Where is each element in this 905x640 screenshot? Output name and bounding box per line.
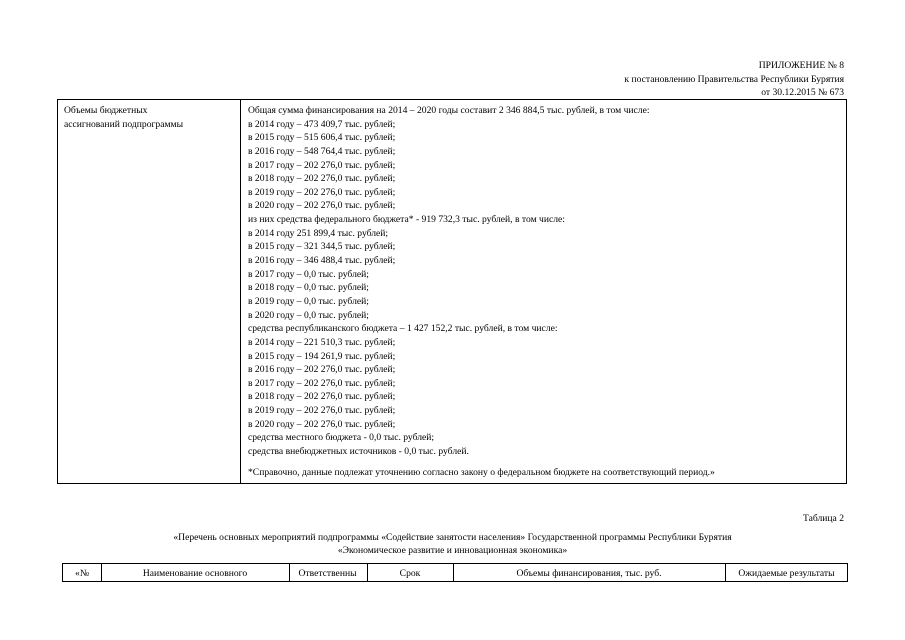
table-title: «Перечень основных мероприятий подпрограммы «Содействие занятости населения» Государственной программы Республики Бурятия	[173, 532, 732, 543]
column-header-responsible: Ответственны	[298, 568, 357, 579]
column-divider	[101, 564, 102, 581]
label-line: Объемы бюджетных	[64, 105, 148, 116]
column-header-term: Срок	[399, 568, 421, 579]
column-header-funding: Объемы финансирования, тыс. руб.	[516, 568, 662, 579]
column-header-expected-results: Ожидаемые результаты	[738, 568, 835, 579]
footnote: *Справочно, данные подлежат уточнению согласно закону о федеральном бюджете на соответствующий период.»	[248, 466, 715, 478]
column-divider	[367, 564, 368, 581]
extrabudgetary-funding-line: средства внебюджетных источников - 0,0 тыс. рублей.	[248, 446, 469, 458]
funding-line: в 2020 году – 202 276,0 тыс. рублей;	[248, 200, 396, 212]
budget-row-label	[64, 104, 234, 131]
appendix-number: ПРИЛОЖЕНИЕ № 8	[758, 60, 844, 71]
label-line: ассигнований подпрограммы	[64, 118, 184, 130]
republican-funding-line: средства республиканского бюджета – 1 427 152,2 тыс. рублей, в том числе:	[248, 323, 558, 335]
funding-line: в 2018 году – 202 276,0 тыс. рублей;	[248, 173, 396, 185]
funding-line: в 2019 году – 0,0 тыс. рублей;	[248, 295, 369, 307]
appendix-date-number: от 30.12.2015 № 673	[761, 87, 844, 98]
funding-line: в 2017 году – 202 276,0 тыс. рублей;	[248, 159, 396, 171]
appendix-header	[624, 59, 844, 100]
funding-line: в 2015 году – 515 606,4 тыс. рублей;	[248, 132, 396, 144]
local-funding-line: средства местного бюджета - 0,0 тыс. рублей;	[248, 432, 435, 444]
measures-table-header	[62, 563, 848, 582]
funding-line: в 2017 году – 0,0 тыс. рублей;	[248, 268, 369, 280]
funding-line: в 2014 году – 473 409,7 тыс. рублей;	[248, 118, 396, 130]
funding-line: в 2018 году – 0,0 тыс. рублей;	[248, 282, 369, 294]
funding-line: в 2020 году – 0,0 тыс. рублей;	[248, 309, 369, 321]
funding-line: в 2016 году – 202 276,0 тыс. рублей;	[248, 364, 396, 376]
column-header-measure-name: Наименование основного	[142, 568, 248, 579]
funding-line: в 2015 году – 194 261,9 тыс. рублей;	[248, 350, 396, 362]
funding-line: в 2019 году – 202 276,0 тыс. рублей;	[248, 405, 396, 417]
funding-line: в 2015 году – 321 344,5 тыс. рублей;	[248, 241, 396, 253]
funding-total-line: Общая сумма финансирования на 2014 – 2020 годы составит 2 346 884,5 тыс. рублей, в том числе:	[248, 105, 650, 116]
funding-line: в 2020 году – 202 276,0 тыс. рублей;	[248, 418, 396, 430]
funding-line: в 2016 году – 548 764,4 тыс. рублей;	[248, 145, 396, 157]
budget-row-content	[248, 104, 843, 479]
funding-line: в 2014 году 251 899,4 тыс. рублей;	[248, 227, 389, 239]
funding-line: в 2014 году – 221 510,3 тыс. рублей;	[248, 336, 396, 348]
column-divider	[240, 100, 241, 483]
funding-line: в 2018 году – 202 276,0 тыс. рублей;	[248, 391, 396, 403]
funding-line: в 2017 году – 202 276,0 тыс. рублей;	[248, 377, 396, 389]
column-header-number: «№	[75, 568, 89, 579]
column-divider	[453, 564, 454, 581]
table-subtitle: «Экономическое развитие и инновационная экономика»	[337, 545, 568, 556]
funding-line: в 2019 году – 202 276,0 тыс. рублей;	[248, 186, 396, 198]
table-number: Таблица 2	[802, 513, 844, 524]
budget-allocation-table	[57, 99, 847, 484]
funding-line: в 2016 году – 346 488,4 тыс. рублей;	[248, 255, 396, 267]
appendix-reference: к постановлению Правительства Республики Бурятия	[624, 73, 844, 85]
federal-funding-line: из них средства федерального бюджета* - 919 732,3 тыс. рублей, в том числе:	[248, 214, 565, 226]
